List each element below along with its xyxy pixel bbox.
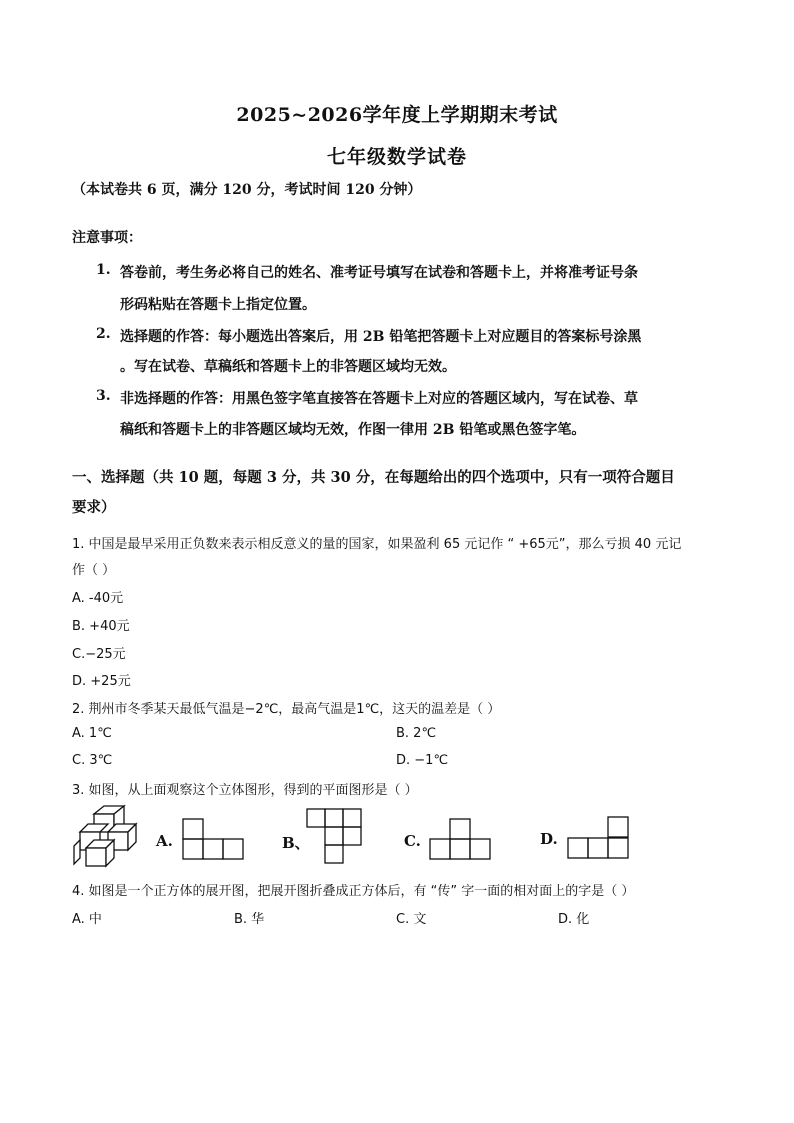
- question-2-option-d: D. −1℃: [396, 753, 449, 768]
- section-heading: 要求）: [72, 499, 116, 516]
- question-1-option-c: C.−25元: [72, 647, 126, 662]
- notes-heading: 注意事项：: [72, 230, 142, 246]
- option-c-shape: [428, 818, 492, 862]
- question-4-stem: 4. 如图是一个正方体的展开图，把展开图折叠成正方体后，有 “传” 字一面的相对面上的字是（ ）: [72, 884, 635, 899]
- question-2-stem: 2. 荆州市冬季某天最低气温是−2℃，最高气温是1℃，这天的温差是（ ）: [72, 702, 501, 717]
- cube-solid-figure: [72, 802, 142, 870]
- note-text: 选择题的作答：每小题选出答案后，用 2B 铅笔把答题卡上对应题目的答案标号涂黑: [120, 329, 642, 345]
- question-3-option-d-label: D.: [540, 830, 558, 848]
- question-4-option-b: B. 华: [234, 912, 265, 927]
- question-1-option-d: D. +25元: [72, 674, 131, 689]
- question-2-option-c: C. 3℃: [72, 753, 113, 768]
- option-b-shape: [306, 808, 364, 868]
- option-a-shape: [182, 818, 244, 862]
- section-heading: 一、选择题（共 10 题，每题 3 分，共 30 分，在每题给出的四个选项中，只有一项符合题目: [72, 469, 675, 486]
- question-4-option-a: A. 中: [72, 912, 102, 927]
- question-1-stem: 作（ ）: [72, 563, 116, 578]
- note-text: 。写在试卷、草稿纸和答题卡上的非答题区域均无效。: [120, 359, 456, 375]
- exam-title: 2025~2026学年度上学期期末考试: [236, 104, 558, 126]
- note-number: 1.: [96, 262, 111, 278]
- note-text: 答卷前，考生务必将自己的姓名、准考证号填写在试卷和答题卡上，并将准考证号条: [120, 265, 638, 281]
- question-3-option-a-label: A.: [156, 832, 173, 850]
- exam-subtitle: 七年级数学试卷: [326, 146, 467, 168]
- question-2-option-a: A. 1℃: [72, 726, 112, 741]
- note-number: 2.: [96, 326, 111, 342]
- option-d-shape: [566, 816, 630, 862]
- question-2-option-b: B. 2℃: [396, 726, 437, 741]
- question-3-option-b-label: B、: [282, 834, 310, 852]
- note-text: 稿纸和答题卡上的非答题区域均无效，作图一律用 2B 铅笔或黑色签字笔。: [120, 422, 586, 438]
- question-1-stem: 1. 中国是最早采用正负数来表示相反意义的量的国家，如果盈利 65 元记作 “ +65元”，那么亏损 40 元记: [72, 537, 682, 552]
- note-text: 非选择题的作答：用黑色签字笔直接答在答题卡上对应的答题区域内，写在试卷、草: [120, 391, 638, 407]
- question-3-stem: 3. 如图，从上面观察这个立体图形，得到的平面图形是（ ）: [72, 783, 418, 798]
- question-1-option-b: B. +40元: [72, 619, 130, 634]
- question-1-option-a: A. -40元: [72, 591, 124, 606]
- note-text: 形码粘贴在答题卡上指定位置。: [120, 297, 316, 313]
- question-3-option-c-label: C.: [404, 832, 421, 850]
- note-number: 3.: [96, 388, 111, 404]
- question-4-option-c: C. 文: [396, 912, 427, 927]
- question-4-option-d: D. 化: [558, 912, 590, 927]
- exam-info: （本试卷共 6 页，满分 120 分，考试时间 120 分钟）: [72, 182, 422, 198]
